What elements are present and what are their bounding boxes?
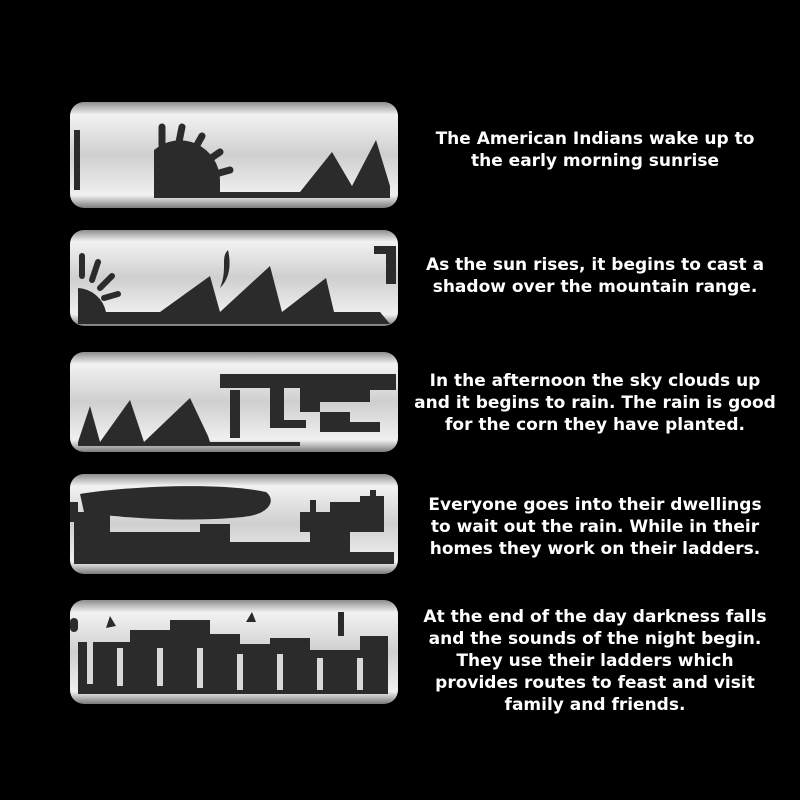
caption-2 xyxy=(410,254,780,298)
caption-line: provides routes to feast and visit xyxy=(435,673,755,693)
caption-3 xyxy=(410,370,780,436)
caption-line: At the end of the day darkness falls xyxy=(423,607,767,627)
ring-mountain-shadow-image xyxy=(70,228,400,330)
caption-line: They use their ladders which xyxy=(456,651,734,671)
caption-1 xyxy=(410,128,780,172)
caption-line: shadow over the mountain range. xyxy=(432,277,758,297)
caption-line: to wait out the rain. While in their xyxy=(430,517,760,537)
ring-night-ladders-image xyxy=(70,598,400,708)
caption-line: family and friends. xyxy=(504,695,686,715)
caption-line: homes they work on their ladders. xyxy=(429,539,761,559)
caption-line: the early morning sunrise xyxy=(471,151,719,171)
ring-dwellings-image xyxy=(70,472,400,578)
ring-mountain-shadow xyxy=(70,228,400,330)
caption-line: As the sun rises, it begins to cast a xyxy=(425,255,765,275)
caption-4 xyxy=(410,494,780,560)
ring-dwellings xyxy=(70,472,400,578)
ring-rain-clouds xyxy=(70,350,400,456)
ring-night-ladders xyxy=(70,598,400,708)
caption-line: and it begins to rain. The rain is good xyxy=(414,393,776,413)
caption-line: for the corn they have planted. xyxy=(445,415,745,435)
caption-line: The American Indians wake up to xyxy=(435,129,755,149)
ring-sunrise-image xyxy=(70,100,400,212)
caption-line: Everyone goes into their dwellings xyxy=(428,495,762,515)
caption-5 xyxy=(410,606,780,716)
caption-line: and the sounds of the night begin. xyxy=(428,629,762,649)
ring-rain-clouds-image xyxy=(70,350,400,456)
caption-line: In the afternoon the sky clouds up xyxy=(429,371,761,391)
ring-sunrise xyxy=(70,100,400,212)
